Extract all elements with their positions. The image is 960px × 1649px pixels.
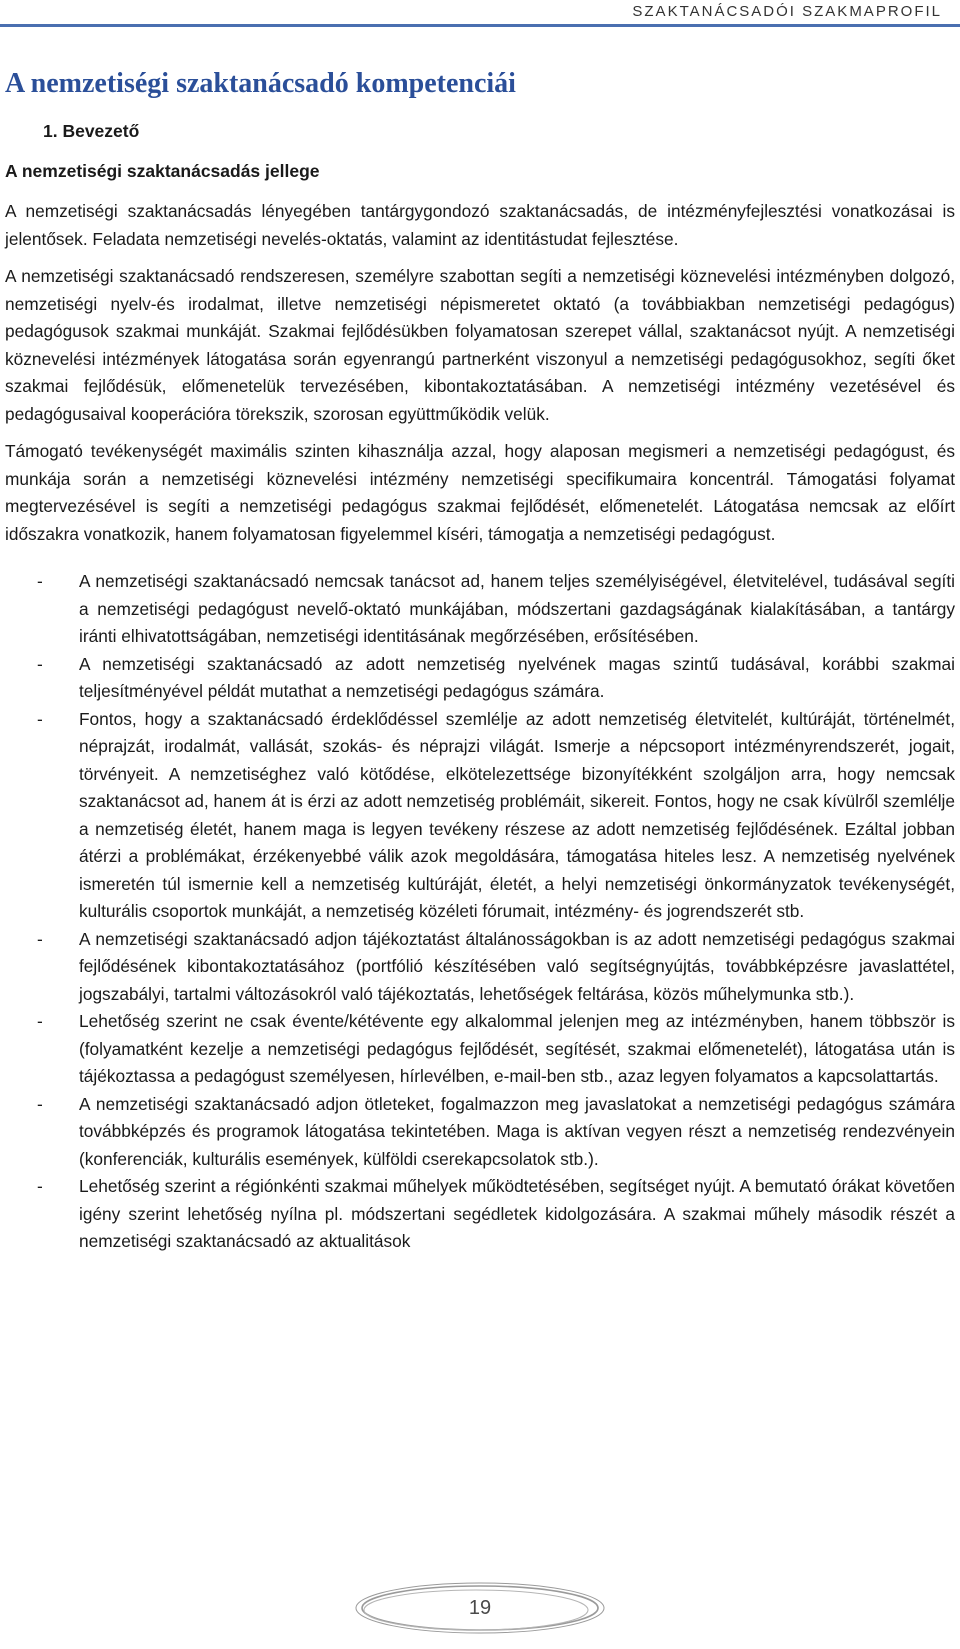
list-item-text: A nemzetiségi szaktanácsadó az adott nemzetiség nyelvének magas szintű tudásával, korábbi szakmai teljesítményével példát mutathat a nemzetiségi pedagógus számára. <box>79 653 955 701</box>
list-item <box>5 926 955 1009</box>
list-item-text: A nemzetiségi szaktanácsadó adjon ötleteket, fogalmazzon meg javaslatokat a nemzetiségi pedagógus számára továbbképzés és programok látogatása tekintetében. Maga is aktívan vegyen részt a nemzetiség rendezvényein (konferenciák, kulturális események, külföldi cserekapcsolatok stb.). <box>79 1093 955 1169</box>
paragraph: A nemzetiségi szaktanácsadás lényegében tantárgygondozó szaktanácsadás, de intézményfejlesztési vonatkozásai is jelentősek. Feladata nemzetiségi nevelés-oktatás, valamint az identitástudat fejlesztése. <box>5 201 955 249</box>
running-header: SZAKTANÁCSADÓI SZAKMAPROFIL <box>632 3 942 20</box>
list-item <box>5 651 955 706</box>
bullet-marker: - <box>37 928 43 949</box>
list-item <box>5 706 955 926</box>
list-item <box>5 1008 955 1091</box>
bullet-marker: - <box>37 653 43 674</box>
paragraph: Támogató tevékenységét maximális szinten kihasználja azzal, hogy alaposan megismeri a nemzetiségi pedagógust, és munkája során a nemzetiségi köznevelési intézmény nemzetiségi specifikumaira koncentrál. Támogatási folyamat megtervezésével is segíti a nemzetiségi pedagógus szakmai fejlődését, előmenetelét. Látogatása nemcsak az előírt időszakra vonatkozik, hanem folyamatosan figyelemmel kíséri, támogatja a nemzetiségi pedagógust. <box>5 441 955 544</box>
list-item <box>5 1173 955 1256</box>
bullet-marker: - <box>37 1093 43 1114</box>
list-item-text: A nemzetiségi szaktanácsadó nemcsak tanácsot ad, hanem teljes személyiségével, életvitelével, tudásával segíti a nemzetiségi pedagógust nevelő-oktató munkájában, módszertani gazdagságának kialakításában, a tantárgy iránti elhivatottságában, nemzetiségi identitásának megőrzésében, erősítésében. <box>79 571 955 646</box>
header-rule <box>0 24 960 27</box>
page-title: A nemzetiségi szaktanácsadó kompetenciái <box>5 68 516 99</box>
bullet-marker: - <box>37 1011 43 1031</box>
section-heading: 1. Bevezető <box>43 121 140 141</box>
list-item-text: Lehetőség szerint ne csak évente/kétévente egy alkalommal jelenjen meg az intézményben, hanem többször is (folyamatként kezelje a nemzetiségi pedagógus fejlődését, segítését, szakmai előmenetelét), látogatása után is tájékoztassa a pedagógust személyesen, hírlevélben, e-mail-ben stb., azaz legyen folyamatos a kapcsolattartás. <box>79 1011 955 1086</box>
list-item <box>5 1091 955 1174</box>
list-item-text: Fontos, hogy a szaktanácsadó érdeklődéssel szemlélje az adott nemzetiség életvitelét, kultúráját, történelmét, néprajzát, irodalmát, vallását, szokás- és néprajzi világát. Ismerje a népcsoport intézményrendszerét, jogait, törvényeit. A nemzetiséghez való kötődése, elkötelezettsége bizonyítékként szolgáljon arra, hogy nemcsak szaktanácsot ad, hanem át is érzi az adott nemzetiség problémáit, sikereit. Fontos, hogy ne csak kívülről szemlélje a nemzetiség életét, hanem maga is legyen tevékeny részese az adott nemzetiség fejlődésének. Ezáltal jobban átérzi a problémákat, érzékenyebbé válik azok megoldására, támogatása hiteles lesz. A nemzetiség nyelvének ismeretén túl ismernie kell a nemzetiség kultúráját, életét, a helyi nemzetiségi önkormányzatok tevékenységét, kulturális csoportok munkáját, a nemzetiség közéleti fórumait, intézmény- és jogrendszerét stb. <box>79 708 955 921</box>
page-number: 19 <box>468 1597 492 1619</box>
list-item-text: Lehetőség szerint a régiónkénti szakmai műhelyek működtetésében, segítséget nyújt. A bemutató órákat követően igény szerint lehetőség nyílna pl. módszertani segédletek kidolgozására. A szakmai műhely második részét a nemzetiségi szaktanácsadó az aktualitások <box>79 1176 955 1251</box>
list-item-text: A nemzetiségi szaktanácsadó adjon tájékoztatást általánosságokban is az adott nemzetiségi pedagógus szakmai fejlődésének kibontakoztatásához (portfólió készítésében való segítségnyújtás, továbbképzésre javaslattétel, jogszabályi, tartalmi változásokról való tájékoztatás, lehetőségek feltárása, közös műhelymunka stb.). <box>79 928 955 1004</box>
bullet-marker: - <box>37 571 43 591</box>
list-item <box>5 568 955 651</box>
subsection-heading: A nemzetiségi szaktanácsadás jellege <box>5 161 320 181</box>
document-body <box>5 60 955 1256</box>
paragraph: A nemzetiségi szaktanácsadó rendszeresen, személyre szabottan segíti a nemzetiségi köznevelési intézményben dolgozó, nemzetiségi nyelv-és irodalmat, illetve nemzetiségi népismeretet oktató (a továbbiakban nemzetiségi pedagógus) pedagógusok szakmai munkáját. Szakmai fejlődésükben folyamatosan szerepet vállal, szaktanácsot nyújt. A nemzetiségi köznevelési intézmények látogatása során egyenrangú partnerként viszonyul a nemzetiségi pedagógusokhoz, segíti őket szakmai fejlődésük, előmenetelük tervezésében, kibontakoztatásában. A nemzetiségi intézmény vezetésével és pedagógusaival kooperációra törekszik, szorosan együttműködik velük. <box>5 266 955 424</box>
bullet-marker: - <box>37 708 43 729</box>
bullet-list <box>5 568 955 1256</box>
bullet-marker: - <box>37 1176 43 1196</box>
